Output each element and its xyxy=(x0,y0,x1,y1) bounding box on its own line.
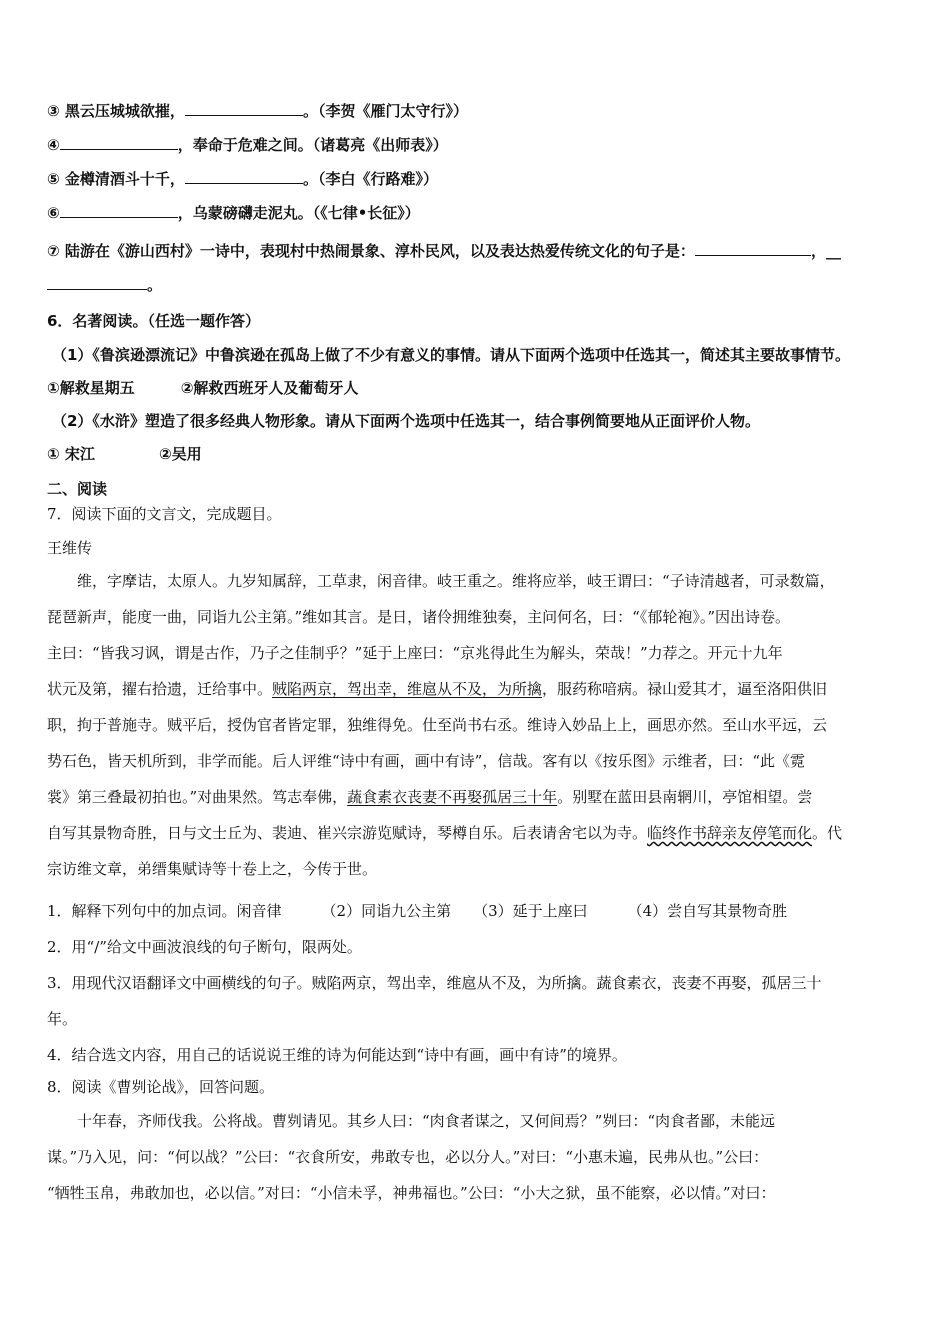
answer-blank xyxy=(695,241,811,256)
option: ②解救西班牙人及葡萄牙人 xyxy=(180,379,359,397)
poem-text: ④ xyxy=(47,136,60,154)
poem-line-6 xyxy=(47,202,420,224)
passage-line: 宗访维文章，弟缙集赋诗等十卷上之，今传于世。 xyxy=(47,860,378,878)
passage-line: 势石色，皆天机所到，非学而能。后人评维“诗中有画，画中有诗”，信哉。客有以《按乐图》示维者，曰：“此《霓 xyxy=(47,752,806,770)
answer-blank xyxy=(60,135,178,150)
passage-line: 维，字摩诘，太原人。九岁知属辞，工草隶，闲音律。岐王重之。维将应举，岐王谓曰：“子诗清越者，可录数篇， xyxy=(77,572,835,590)
underlined-sentence: 贼陷两京，驾出幸，维扈从不及，为所擒 xyxy=(272,680,543,698)
section-title: 二、阅读 xyxy=(47,480,108,498)
q6-part2-options xyxy=(47,443,202,465)
passage-line xyxy=(47,786,812,808)
option: ① 宋江 xyxy=(47,445,95,463)
poem-text: ⑤ 金樽清酒斗十千， xyxy=(47,170,185,188)
q7-intro: 7．阅读下面的文言文，完成题目。 xyxy=(47,505,282,523)
passage-text: 裳》第三叠最初拍也。”对曲果然。笃志奉佛， xyxy=(47,788,348,806)
option: ②吴用 xyxy=(158,445,202,463)
poem-text: ，__ xyxy=(810,242,841,260)
q7-sub1 xyxy=(47,900,787,922)
question-text: 1．解释下列句中的加点词。闲音律 xyxy=(47,902,282,920)
poem-line-7-cont xyxy=(47,274,162,296)
poem-text: ⑥ xyxy=(47,204,60,222)
q7-sub3-cont: 年。 xyxy=(47,1010,78,1028)
poem-text: 。 xyxy=(147,276,163,294)
passage-line: 谋。”乃入见，问：“何以战？”公曰：“衣食所安，弗敢专也，必以分人。”对曰：“小惠未遍，民弗从也。”公曰： xyxy=(47,1148,769,1166)
q6-part1-options xyxy=(47,377,358,399)
question-text: （3）延于上座曰 xyxy=(473,902,588,920)
poem-text: ③ 黑云压城城欲摧， xyxy=(47,102,185,120)
q6-part2: （2）《水浒》塑造了很多经典人物形象。请从下面两个选项中任选其一，结合事例简要地从正面评价人物。 xyxy=(52,412,760,430)
q7-sub2: 2．用“/”给文中画波浪线的句子断句，限两处。 xyxy=(47,938,362,956)
poem-line-7 xyxy=(47,240,841,262)
passage-text: 。别墅在蓝田县南辋川，亭馆相望。尝 xyxy=(557,788,813,806)
poem-line-4 xyxy=(47,134,448,156)
poem-source: 。（李贺《雁门太守行》） xyxy=(302,102,468,120)
passage-title: 王维传 xyxy=(47,539,93,557)
passage-text: 。代 xyxy=(812,824,843,842)
passage-line: “牺牲玉帛，弗敢加也，必以信。”对曰：“小信未孚，神弗福也。”公曰：“小大之狱，虽不能察，必以情。”对曰： xyxy=(47,1184,776,1202)
q7-sub4: 4．结合选文内容，用自己的话说说王维的诗为何能达到“诗中有画，画中有诗”的境界。 xyxy=(47,1046,627,1064)
option: ①解救星期五 xyxy=(47,379,135,397)
poem-source: 。（李白《行路难》） xyxy=(302,170,438,188)
passage-text: ，服药称喑病。禄山爱其才，逼至洛阳供旧 xyxy=(542,680,828,698)
poem-line-3 xyxy=(47,100,468,122)
passage-line: 十年春，齐师伐我。公将战。曹刿请见。其乡人曰：“肉食者谋之，又何间焉？”刿曰：“肉食者鄙，未能远 xyxy=(77,1112,776,1130)
wavy-underlined-sentence: 临终作书辞亲友停笔而化 xyxy=(647,824,813,842)
poem-text: ⑦ 陆游在《游山西村》一诗中，表现村中热闹景象、淳朴民风，以及表达热爱传统文化的句子是： xyxy=(47,242,695,260)
passage-text: 状元及第，擢右拾遗，迁给事中。 xyxy=(47,680,273,698)
passage-line: 琵琶新声，能度一曲，同诣九公主第。”维如其言。是日，诸伶拥维独奏，主问何名，曰：“《郁轮袍》。”因出诗卷。 xyxy=(47,608,791,626)
question-text: （4）尝自写其景物奇胜 xyxy=(627,902,788,920)
q6-part1: （1）《鲁滨逊漂流记》中鲁滨逊在孤岛上做了不少有意义的事情。请从下面两个选项中任选其一，简述其主要故事情节。 xyxy=(52,346,850,364)
answer-blank xyxy=(185,169,303,184)
q6-title: 6．名著阅读。（任选一题作答） xyxy=(47,312,260,330)
passage-line xyxy=(47,678,827,700)
passage-text: 自写其景物奇胜，日与文士丘为、裴迪、崔兴宗游览赋诗，琴樽自乐。后表请舍宅以为寺。 xyxy=(47,824,648,842)
answer-blank xyxy=(60,203,178,218)
q8-intro: 8．阅读《曹刿论战》，回答问题。 xyxy=(47,1078,275,1096)
q7-sub3: 3．用现代汉语翻译文中画横线的句子。贼陷两京，驾出幸，维扈从不及，为所擒。蔬食素衣，丧妻不再娶，孤居三十 xyxy=(47,974,822,992)
poem-line-5 xyxy=(47,168,438,190)
question-text: （2）同诣九公主第 xyxy=(321,902,452,920)
answer-blank xyxy=(185,101,303,116)
answer-blank xyxy=(47,275,147,290)
passage-line: 职，拘于普施寺。贼平后，授伪官者皆定罪，独维得免。仕至尚书右丞。维诗入妙品上上，画思亦然。至山水平远，云 xyxy=(47,716,828,734)
passage-line xyxy=(47,822,842,844)
underlined-sentence: 蔬食素衣丧妻不再娶孤居三十年 xyxy=(347,788,558,806)
poem-source: ，乌蒙磅礴走泥丸。（《七律•长征》） xyxy=(177,204,420,222)
passage-line: 主曰：“皆我习讽，谓是古作，乃子之佳制乎？”延于上座曰：“京兆得此生为解头，荣哉！”力荐之。开元十九年 xyxy=(47,644,783,662)
poem-source: ，奉命于危难之间。（诸葛亮《出师表》） xyxy=(177,136,448,154)
